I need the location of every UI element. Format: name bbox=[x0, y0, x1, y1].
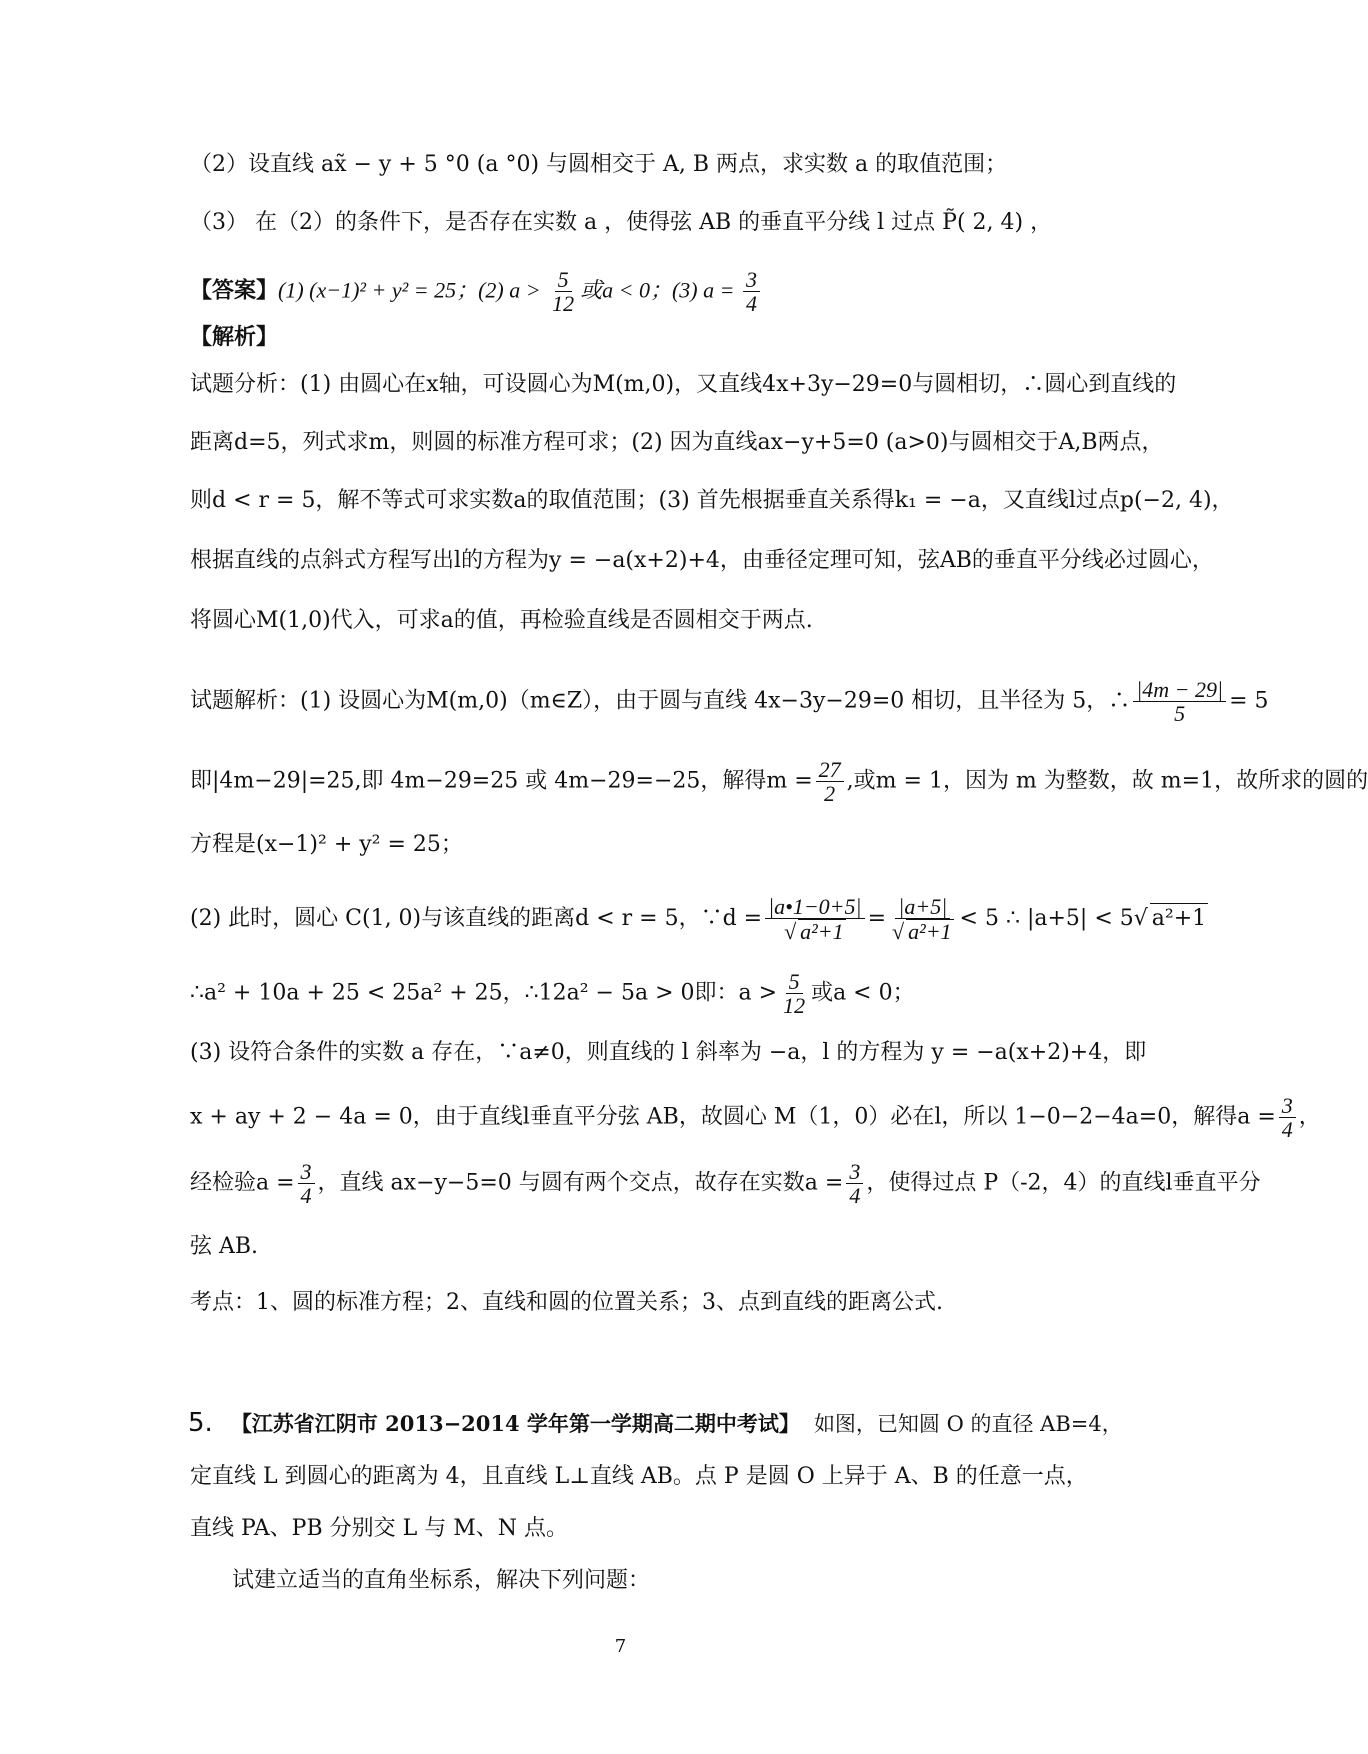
solution-line-3: 方程是(x−1)² + y² = 25； bbox=[190, 832, 463, 857]
solution-line-7 bbox=[190, 1094, 1321, 1141]
analysis-line-3: 则d < r = 5，解不等式可求实数a的取值范围；(3) 首先根据垂直关系得k₁ = −a，又直线l过点p(−2, 4)， bbox=[190, 488, 1234, 513]
solution-frac bbox=[1133, 678, 1226, 725]
solution-mid: ，直线 ax−y−5=0 与圆有两个交点，故存在实数a = bbox=[317, 1170, 844, 1196]
frac-den: 5 bbox=[1174, 701, 1186, 727]
analysis-line-2: 距离d=5，列式求m，则圆的标准方程可求；(2) 因为直线ax−y+5=0 (a>0)与圆相交于A,B两点， bbox=[190, 430, 1164, 455]
frac-den: 4 bbox=[849, 1183, 861, 1209]
sqrt-content: a²+1 bbox=[908, 919, 952, 945]
solution-line-8 bbox=[190, 1160, 1261, 1207]
solution-tail: < 5 ∴ |a+5| < 5 bbox=[959, 906, 1134, 932]
problem-number: 5. bbox=[188, 1408, 213, 1438]
answer-part-3: 或a < 0； bbox=[580, 277, 672, 303]
solution-tail: ,或m = 1，因为 m 为整数，故 m=1，故所求的圆的 bbox=[846, 768, 1368, 794]
solution-tail: ， bbox=[1298, 1104, 1321, 1130]
solution-tail: ，使得过点 P（-2，4）的直线l垂直平分 bbox=[866, 1170, 1261, 1196]
solution-text: x + ay + 2 − 4a = 0，由于直线l垂直平分弦 AB，故圆心 M（1，0）必在l，所以 1−0−2−4a=0，解得a = bbox=[190, 1104, 1276, 1130]
answer-frac-1 bbox=[549, 268, 577, 315]
page-number: 7 bbox=[614, 1636, 627, 1657]
problem-line-1: 如图，已知圆 O 的直径 AB=4， bbox=[813, 1412, 1123, 1436]
frac-den: 12 bbox=[783, 993, 806, 1019]
analysis-label: 【解析】 bbox=[190, 324, 279, 350]
analysis-line-4: 根据直线的点斜式方程写出l的方程为y = −a(x+2)+4，由垂径定理可知，弦AB的垂直平分线必过圆心， bbox=[190, 548, 1214, 573]
solution-tail: = 5 bbox=[1229, 688, 1269, 714]
solution-frac bbox=[1279, 1094, 1296, 1141]
solution-frac bbox=[780, 970, 808, 1017]
frac-den: 12 bbox=[552, 291, 575, 317]
solution-line-1 bbox=[190, 678, 1269, 725]
sqrt-content: a²+1 bbox=[800, 919, 844, 945]
solution-line-2 bbox=[190, 758, 1368, 805]
frac-den: 4 bbox=[1281, 1117, 1293, 1143]
frac-num: 27 bbox=[816, 758, 844, 782]
solution-mid: = bbox=[867, 906, 887, 932]
frac-num: 5 bbox=[786, 970, 803, 994]
problem-line-4: 试建立适当的直角坐标系，解决下列问题： bbox=[232, 1568, 651, 1593]
solution-line-4: (2) 此时，圆心 C(1, 0)与该直线的距离d < r = 5，∵d = $\frac{|a•1-0+5|}{\text{√ a²+1}}$ = $\frac{|a+5|}{\text{√ a²+1}}$ < 5 ∴ |a+5| < 5√ a²+1 bbox=[190, 894, 1207, 945]
frac-num: 3 bbox=[298, 1160, 315, 1184]
solution-text: ∴a² + 10a + 25 < 25a² + 25，∴12a² − 5a > 0即：a > bbox=[190, 980, 778, 1006]
answer-label: 【答案】 bbox=[190, 277, 279, 304]
solution-tail: 或a < 0； bbox=[811, 980, 915, 1006]
frac-den: 4 bbox=[745, 291, 757, 317]
solution-line-6: (3) 设符合条件的实数 a 存在，∵a≠0，则直线的 l 斜率为 −a，l 的方程为 y = −a(x+2)+4，即 bbox=[190, 1040, 1147, 1065]
answer-part-1: (1) (x−1)² + y² = 25； bbox=[278, 277, 479, 303]
answer-frac-2 bbox=[743, 268, 760, 315]
answer-line bbox=[190, 268, 763, 315]
solution-line-5 bbox=[190, 970, 915, 1017]
frac-den: √ a²+1 bbox=[892, 919, 952, 945]
frac-num: 3 bbox=[1279, 1094, 1296, 1118]
solution-frac-2 bbox=[846, 1160, 863, 1207]
frac-num: 3 bbox=[743, 268, 760, 292]
frac-num: |a•1−0+5| bbox=[765, 895, 865, 919]
frac-num: |a+5| bbox=[895, 895, 950, 919]
frac-num: 5 bbox=[555, 268, 572, 292]
solution-text: 经检验a = bbox=[190, 1170, 295, 1196]
answer-part-4: (3) a = bbox=[671, 277, 740, 303]
solution-frac-2 bbox=[889, 895, 957, 943]
frac-num: 3 bbox=[846, 1160, 863, 1184]
problem-line-3: 直线 PA、PB 分别交 L 与 M、N 点。 bbox=[190, 1516, 568, 1541]
solution-text: 即|4m−29|=25,即 4m−29=25 或 4m−29=−25，解得m = bbox=[190, 768, 813, 794]
frac-den: √ a²+1 bbox=[784, 919, 844, 945]
solution-text: 试题解析：(1) 设圆心为M(m,0)（m∈Z），由于圆与直线 4x−3y−29=0 相切，且半径为 5，∴ bbox=[190, 688, 1131, 714]
problem-source: 【江苏省江阴市 2013−2014 学年第一学期高二期中考试】 bbox=[230, 1411, 800, 1436]
key-points: 考点：1、圆的标准方程；2、直线和圆的位置关系；3、点到直线的距离公式. bbox=[190, 1290, 943, 1315]
problem-line-2: 定直线 L 到圆心的距离为 4，且直线 L⊥直线 AB。点 P 是圆 O 上异于 A、B 的任意一点， bbox=[190, 1464, 1088, 1489]
solution-frac-1 bbox=[765, 895, 865, 943]
solution-line-9: 弦 AB. bbox=[190, 1234, 259, 1259]
problem-5-heading bbox=[188, 1408, 1123, 1439]
frac-den: 4 bbox=[300, 1183, 312, 1209]
solution-frac-1 bbox=[298, 1160, 315, 1207]
frac-den: 2 bbox=[824, 781, 836, 807]
analysis-line-1: 试题分析：(1) 由圆心在x轴，可设圆心为M(m,0)，又直线4x+3y−29=0与圆相切，∴圆心到直线的 bbox=[190, 372, 1177, 397]
question-3: （3） 在（2）的条件下，是否存在实数 a ，使得弦 AB 的垂直平分线 l 过点 P̃( 2, 4) ， bbox=[190, 210, 1053, 235]
solution-text: (2) 此时，圆心 C(1, 0)与该直线的距离d < r = 5，∵d = bbox=[190, 906, 763, 932]
solution-frac bbox=[816, 758, 844, 805]
sqrt-content: a²+1 bbox=[1150, 903, 1208, 934]
question-2: （2）设直线 ax̃ − y + 5 °0 (a °0) 与圆相交于 A, B 两点，求实数 a 的取值范围； bbox=[190, 152, 1008, 177]
answer-part-2: (2) a > bbox=[478, 277, 547, 303]
frac-num: |4m − 29| bbox=[1133, 678, 1226, 702]
analysis-line-5: 将圆心M(1,0)代入，可求a的值，再检验直线是否圆相交于两点. bbox=[190, 608, 813, 633]
